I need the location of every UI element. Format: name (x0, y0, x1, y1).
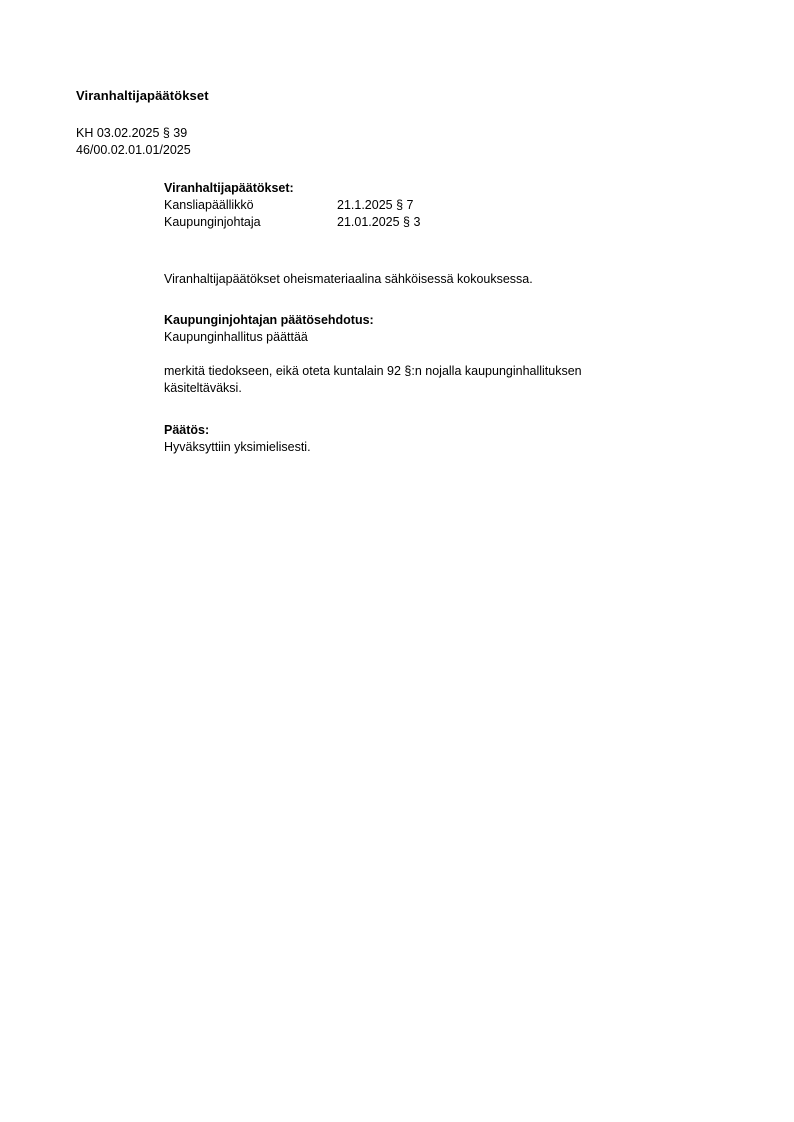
decisions-heading: Viranhaltijapäätökset: (164, 181, 294, 195)
table-row (164, 214, 420, 231)
proposal-line: Kaupunginhallitus päättää (164, 330, 308, 344)
attachment-note: Viranhaltijapäätökset oheismateriaalina sähköisessä kokouksessa. (164, 272, 533, 286)
document-meta (76, 125, 191, 159)
decision-role: Kansliapäällikkö (164, 198, 254, 212)
proposal-section (164, 312, 374, 346)
decision-date: 21.1.2025 § 7 (337, 198, 414, 212)
table-row (164, 197, 420, 214)
decision-date: 21.01.2025 § 3 (337, 215, 421, 229)
decision-line: Hyväksyttiin yksimielisesti. (164, 440, 311, 454)
decision-section (164, 422, 311, 456)
page-title: Viranhaltijapäätökset (76, 88, 209, 103)
proposal-heading: Kaupunginjohtajan päätösehdotus: (164, 313, 374, 327)
meta-line-diary-number: 46/00.02.01.01/2025 (76, 143, 191, 157)
resolution-text: merkitä tiedokseen, eikä oteta kuntalain 92 §:n nojalla kaupunginhallituksen käsiteltäväksi. (164, 364, 582, 395)
meta-line-case-reference: KH 03.02.2025 § 39 (76, 126, 188, 140)
decision-heading: Päätös: (164, 423, 210, 437)
decision-role: Kaupunginjohtaja (164, 215, 261, 229)
decisions-section (164, 180, 420, 231)
